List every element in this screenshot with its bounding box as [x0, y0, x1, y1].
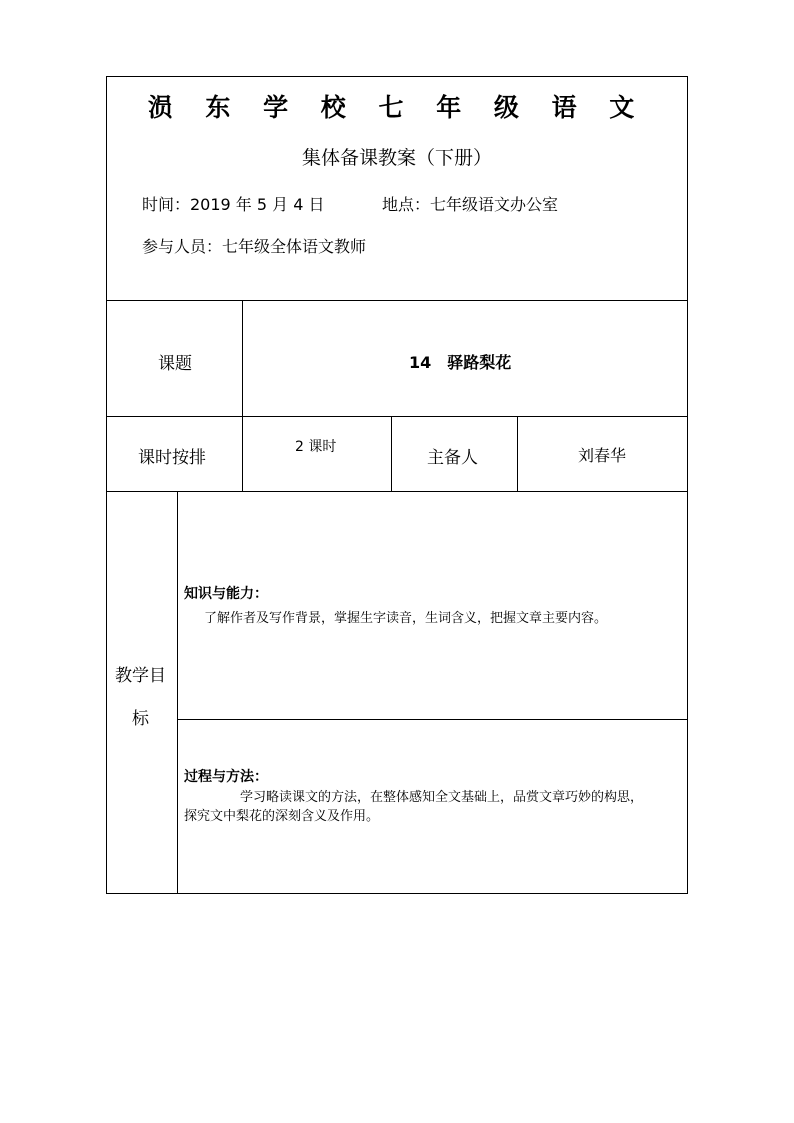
goals-label-line1: 教学目	[115, 666, 166, 686]
knowledge-heading: 知识与能力：	[184, 586, 268, 602]
row-divider-goals	[177, 719, 688, 720]
topic-label: 课题	[158, 354, 192, 374]
meeting-time: 时间：2019 年 5 月 4 日	[142, 195, 325, 214]
col-divider-goals	[177, 491, 178, 894]
col-divider-topic	[242, 300, 243, 491]
process-text-line1: 学习略读课文的方法，在整体感知全文基础上，品赏文章巧妙的构思，	[240, 790, 644, 805]
school-title: 涢 东 学 校 七 年 级 语 文	[147, 93, 647, 122]
meeting-place: 地点：七年级语文办公室	[382, 195, 559, 214]
knowledge-text: 了解作者及写作背景，掌握生字读音，生词含义，把握文章主要内容。	[204, 611, 608, 626]
row-divider-schedule	[106, 491, 688, 492]
process-heading: 过程与方法：	[184, 769, 268, 785]
row-divider-header	[106, 300, 688, 301]
schedule-value: 2 课时	[295, 439, 337, 455]
lead-value: 刘春华	[578, 446, 627, 465]
topic-value: 14 驿路梨花	[409, 353, 512, 372]
process-text-line2: 探究文中梨花的深刻含义及作用。	[184, 809, 380, 824]
col-divider-schedule-value	[391, 416, 392, 491]
col-divider-lead-label	[517, 416, 518, 491]
row-divider-topic	[106, 416, 688, 417]
schedule-label: 课时按排	[138, 448, 206, 468]
document-subtitle: 集体备课教案（下册）	[301, 147, 492, 169]
goals-label-line2: 标	[132, 709, 149, 729]
lead-label: 主备人	[427, 448, 478, 468]
participants: 参与人员：七年级全体语文教师	[142, 237, 367, 256]
